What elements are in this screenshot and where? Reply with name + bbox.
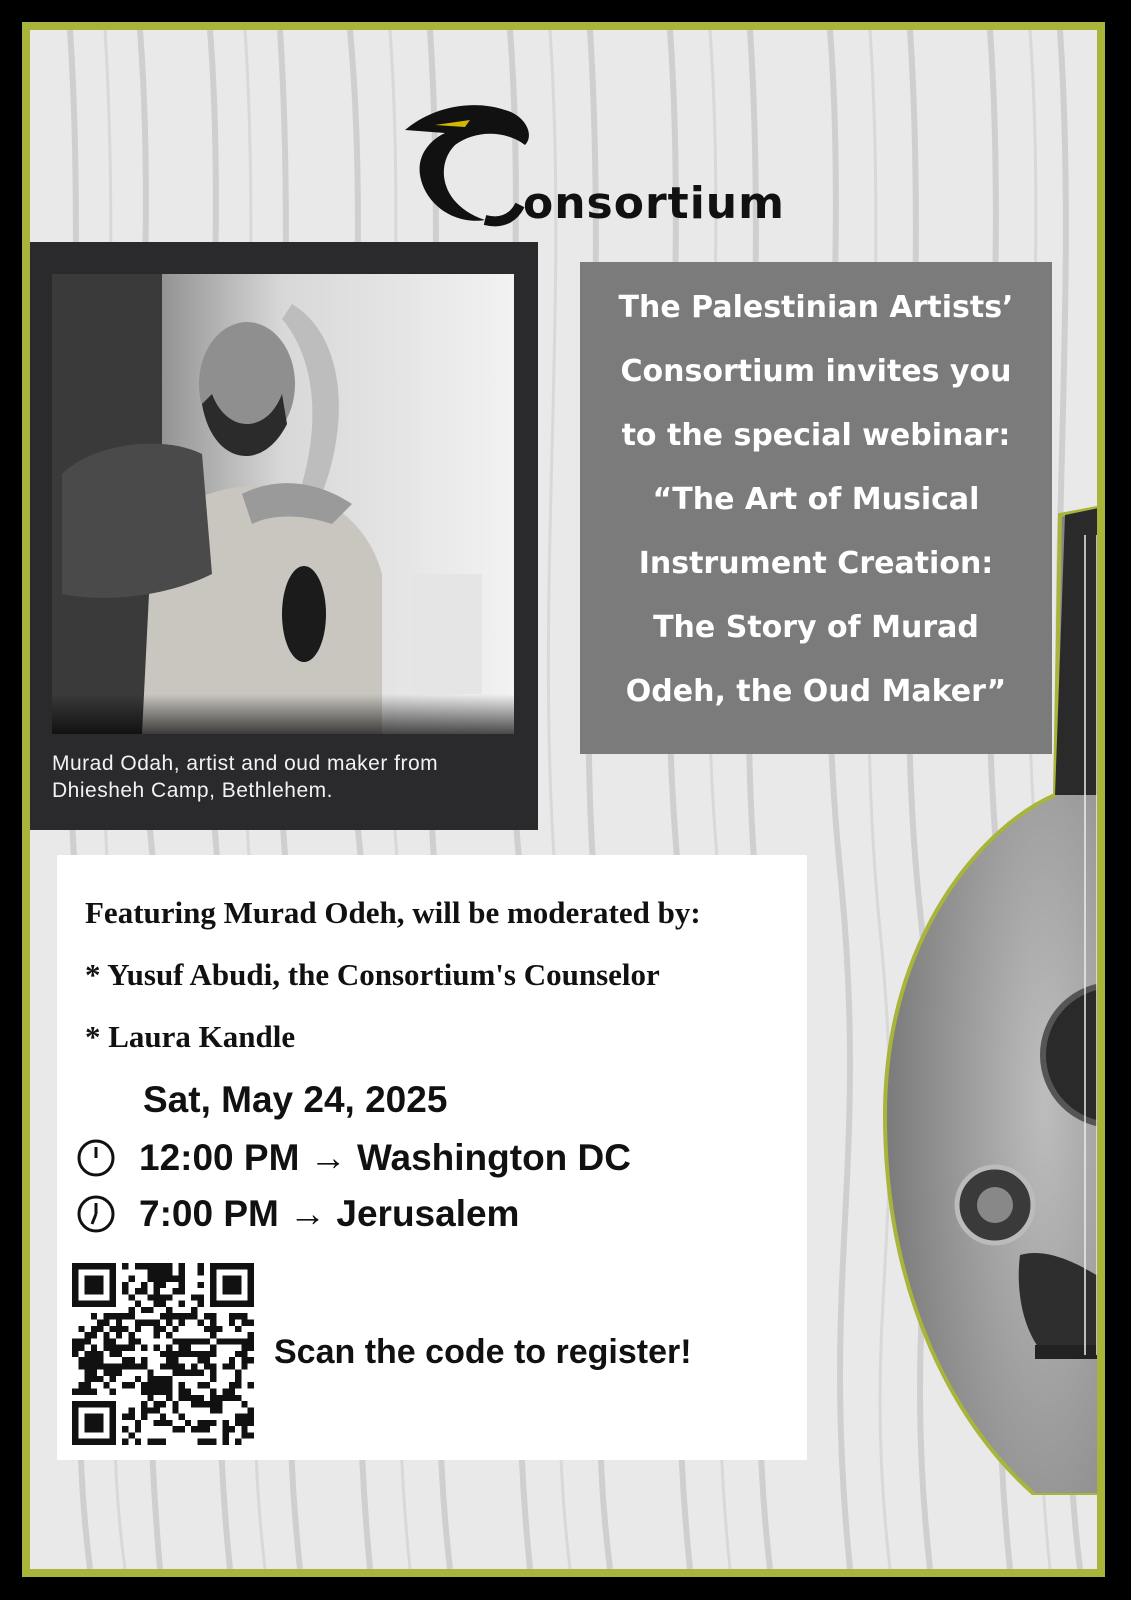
invite-line: to the special webinar: xyxy=(621,418,1011,453)
webinar-title-line: Instrument Creation: xyxy=(638,546,994,581)
logo-text: onsortium xyxy=(523,178,785,229)
webinar-title-line: “The Art of Musical xyxy=(652,482,980,517)
time-row-washington xyxy=(75,1137,631,1179)
moderator-item: * Laura Kandle xyxy=(85,1019,296,1054)
time-text: 12:00 PM → Washington DC xyxy=(139,1137,632,1178)
moderator-item: * Yusuf Abudi, the Consortium's Counselor xyxy=(85,957,660,992)
registration-qr-code[interactable] xyxy=(72,1263,254,1445)
webinar-title-line: The Story of Murad xyxy=(653,610,979,645)
register-instruction: Scan the code to register! xyxy=(274,1333,692,1371)
event-details-card xyxy=(57,855,807,1460)
clock-icon xyxy=(75,1193,117,1235)
oud-illustration xyxy=(845,495,1105,1495)
clock-icon xyxy=(75,1137,117,1179)
event-date: Sat, May 24, 2025 xyxy=(143,1079,448,1120)
time-text: 7:00 PM → Jerusalem xyxy=(139,1193,520,1234)
time-row-jerusalem xyxy=(75,1193,519,1235)
portrait-photo xyxy=(52,274,514,734)
featuring-text: Featuring Murad Odeh, will be moderated by: xyxy=(85,895,701,930)
invite-line: Consortium invites you xyxy=(620,354,1012,389)
poster-frame xyxy=(22,22,1105,1577)
invite-line: The Palestinian Artists’ xyxy=(618,290,1014,325)
webinar-title-line: Odeh, the Oud Maker” xyxy=(625,674,1007,709)
consortium-logo xyxy=(395,75,785,235)
photo-card xyxy=(30,242,538,830)
photo-caption: Murad Odah, artist and oud maker from Dhiesheh Camp, Bethlehem. xyxy=(52,752,439,802)
